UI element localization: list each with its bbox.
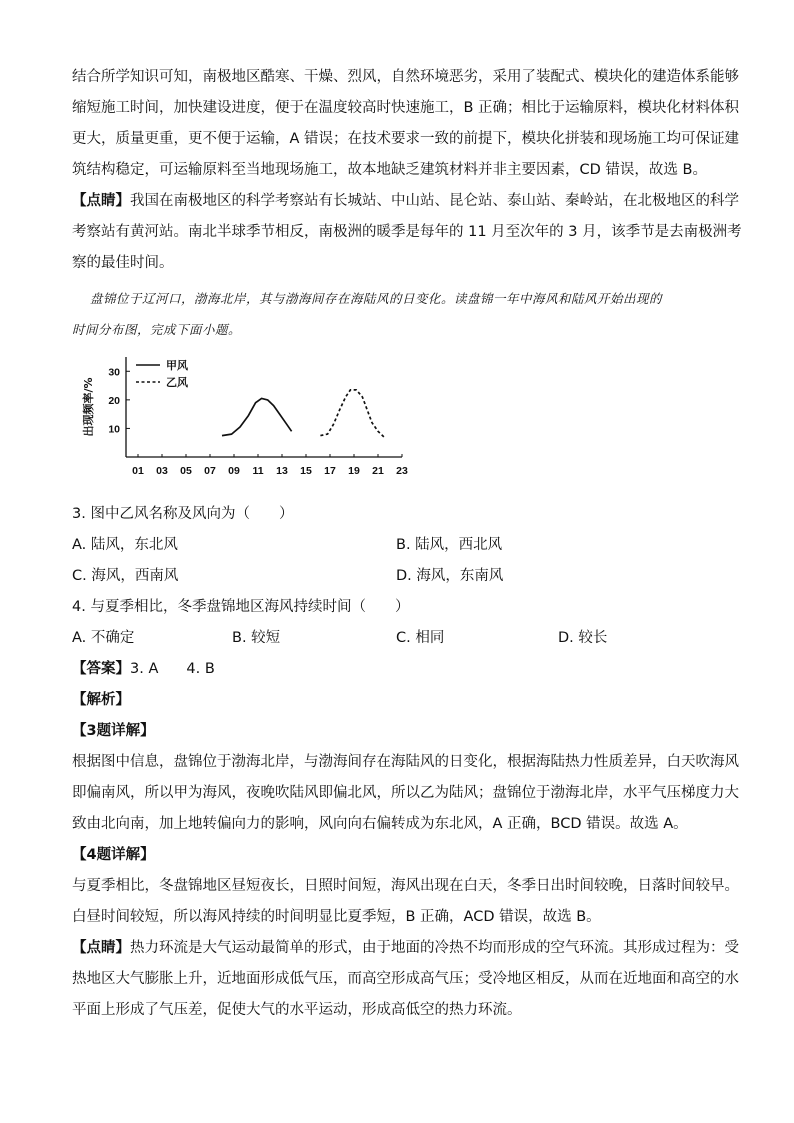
option-c[interactable]: C. 海风，西南风 (72, 568, 179, 584)
tip-tag: 【点睛】 (72, 193, 130, 209)
series-line-2 (320, 390, 384, 437)
text-line (72, 933, 739, 964)
x-tick-label: 17 (324, 465, 336, 477)
x-tick-label: 15 (300, 465, 312, 477)
tip-tag: 【点睛】 (72, 940, 130, 956)
question-4 (72, 592, 722, 654)
series-line-1 (222, 398, 292, 435)
option-b[interactable]: B. 陆风，西北风 (396, 537, 503, 553)
text-line: 即偏南风，所以甲为海风，夜晚吹陆风即偏北风，所以乙为陆风；盘锦位于渤海北岸，水平气压梯度力大 (72, 785, 739, 801)
text-line: 平面上形成了气压差，促使大气的水平运动，形成高低空的热力环流。 (72, 1002, 522, 1018)
answer-3: 3. A (130, 661, 159, 677)
y-tick-label: 30 (108, 366, 120, 379)
answer-tag: 【答案】 (72, 661, 130, 677)
x-tick-label: 07 (204, 465, 216, 477)
prev-analysis (72, 62, 740, 186)
detail-tag: 【3题详解】 (72, 723, 155, 739)
legend-label-2: 乙风 (166, 376, 188, 389)
x-tick-label: 09 (228, 465, 240, 477)
text-line: 更大，质量更重，更不便于运输，A 错误；在技术要求一致的前提下，模块化拼装和现场施工均可保证建 (72, 131, 740, 147)
text-line: 考察站有黄河站。南北半球季节相反，南极洲的暖季是每年的 11 月至次年的 3 月，该季节是去南极洲考 (72, 224, 742, 240)
x-tick-label: 13 (276, 465, 288, 477)
text-line: 白昼时间较短，所以海风持续的时间明显比夏季短，B 正确，ACD 错误，故选 B。 (72, 909, 601, 925)
x-tick-label: 05 (180, 465, 192, 477)
text-line: 缩短施工时间，加快建设进度，便于在温度较高时快速施工，B 正确；相比于运输原料，模块化材料体积 (72, 100, 740, 116)
question-stem: 4. 与夏季相比，冬季盘锦地区海风持续时间（ ） (72, 599, 410, 615)
x-tick-label: 03 (156, 465, 168, 477)
question-stem: 3. 图中乙风名称及风向为（ ） (72, 506, 294, 522)
y-tick-label: 10 (108, 423, 120, 436)
options-row (72, 561, 722, 592)
options-row (72, 530, 722, 561)
x-tick-label: 23 (396, 465, 408, 477)
detail-tag: 【4题详解】 (72, 847, 155, 863)
question-intro (72, 283, 722, 345)
text-line: 筑结构稳定，可运输原料至当地现场施工，故本地缺乏建筑材料并非主要因素，CD 错误，故选 B。 (72, 162, 707, 178)
text-line: 盘锦位于辽河口，渤海北岸，其与渤海间存在海陆风的日变化。读盘锦一年中海风和陆风开始出现的 (90, 291, 663, 306)
analysis-tag: 【解析】 (72, 692, 130, 708)
y-axis-label: 出现频率/% (82, 377, 95, 437)
options-row (72, 623, 722, 654)
option-a[interactable]: A. 陆风，东北风 (72, 537, 178, 553)
text-line (72, 186, 739, 217)
text-line: 与夏季相比，冬盘锦地区昼短夜长，日照时间短，海风出现在白天，冬季日出时间较晚，日落时间较早。 (72, 878, 739, 894)
x-tick-label: 19 (348, 465, 360, 477)
answer-4: 4. B (186, 661, 215, 677)
x-tick-label: 11 (252, 465, 264, 477)
wind-frequency-chart (76, 351, 406, 491)
tip-text: 我国在南极地区的科学考察站有长城站、中山站、昆仑站、泰山站、秦岭站，在北极地区的科学 (130, 193, 739, 209)
detail-3 (72, 716, 739, 840)
document-page (72, 62, 742, 1026)
tip-text: 热力环流是大气运动最简单的形式，由于地面的冷热不均而形成的空气环流。其形成过程为：受 (130, 940, 739, 956)
text-line: 致由北向南，加上地转偏向力的影响，风向向右偏转成为东北风，A 正确，BCD 错误。故选 A。 (72, 816, 688, 832)
answer-line (72, 654, 722, 685)
option-d[interactable]: D. 海风，东南风 (396, 568, 504, 584)
question-3 (72, 499, 722, 592)
option-c[interactable]: C. 相同 (396, 630, 445, 646)
text-line: 察的最佳时间。 (72, 255, 174, 271)
prev-tip (72, 186, 742, 279)
text-line: 根据图中信息，盘锦位于渤海北岸，与渤海间存在海陆风的日变化，根据海陆热力性质差异，白天吹海风 (72, 754, 739, 770)
chart-svg (76, 351, 406, 491)
x-tick-label: 21 (372, 465, 384, 477)
text-line: 时间分布图，完成下面小题。 (72, 322, 242, 337)
option-b[interactable]: B. 较短 (232, 630, 281, 646)
text-line: 热地区大气膨胀上升，近地面形成低气压，而高空形成高气压；受冷地区相反，从而在近地面和高空的水 (72, 971, 739, 987)
x-tick-label: 01 (132, 465, 144, 477)
y-tick-label: 20 (108, 394, 120, 407)
final-tip (72, 933, 739, 1026)
legend-label-1: 甲风 (166, 359, 188, 372)
text-line: 结合所学知识可知，南极地区酷寒、干燥、烈风，自然环境恶劣，采用了装配式、模块化的建造体系能够 (72, 69, 739, 85)
detail-4 (72, 840, 739, 933)
option-a[interactable]: A. 不确定 (72, 630, 135, 646)
option-d[interactable]: D. 较长 (558, 630, 608, 646)
